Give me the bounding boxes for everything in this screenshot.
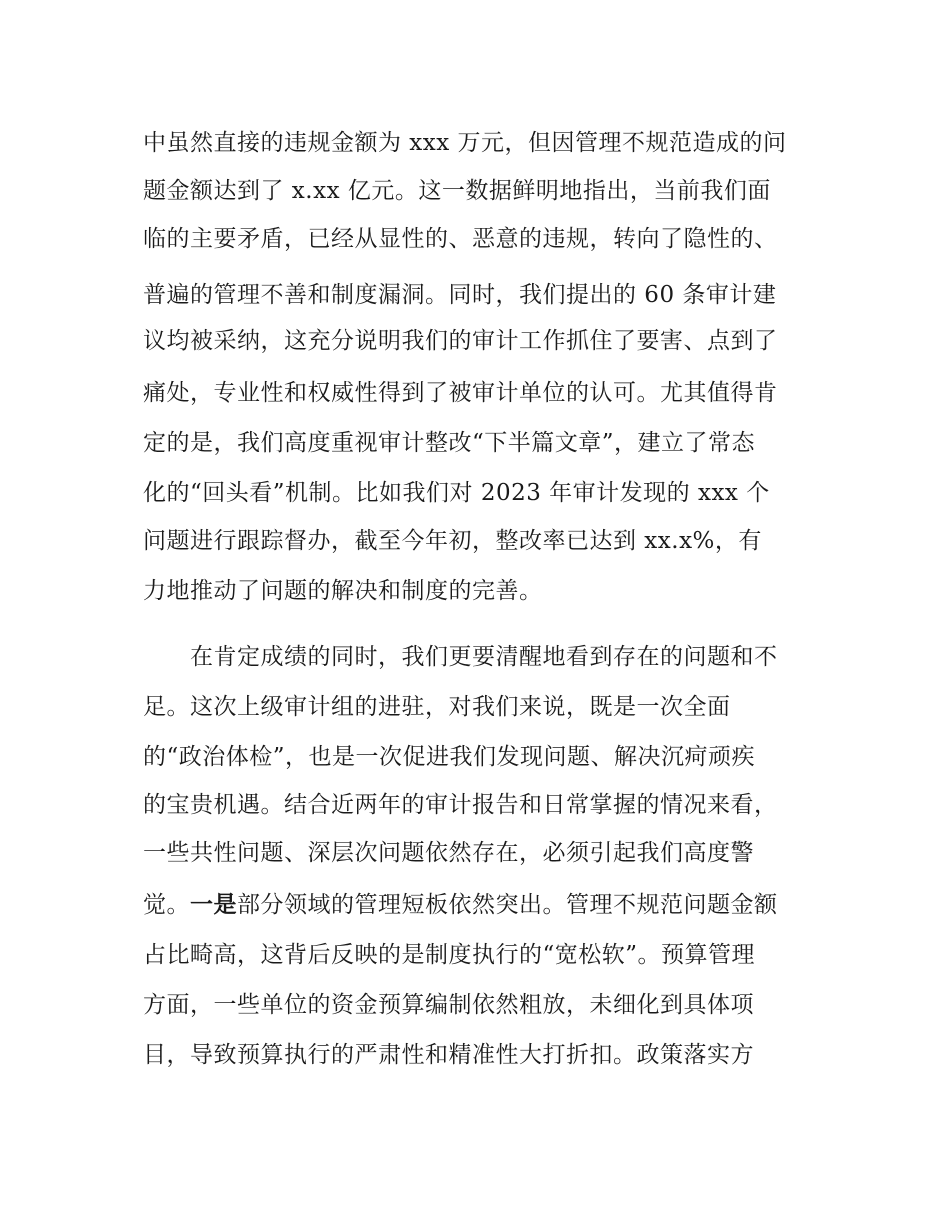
- paragraph-1-line-7: 定的是，我们高度重视审计整改“下半篇文章”，建立了常态: [143, 430, 756, 456]
- paragraph-2-line-8: 方面，一些单位的资金预算编制依然粗放，未细化到具体项: [143, 992, 754, 1018]
- paragraph-1-line-3: 临的主要矛盾，已经从显性的、恶意的违规，转向了隐性的、: [143, 226, 778, 252]
- paragraph-1-line-8: 化的“回头看”机制。比如我们对 2023 年审计发现的 xxx 个: [143, 480, 770, 506]
- paragraph-1-line-4: 普遍的管理不善和制度漏洞。同时，我们提出的 60 条审计建: [143, 282, 777, 308]
- paragraph-2-line-1: 在肯定成绩的同时，我们更要清醒地看到存在的问题和不: [143, 644, 778, 670]
- paragraph-1-line-5: 议均被采纳，这充分说明我们的审计工作抓住了要害、点到了: [143, 328, 778, 354]
- paragraph-2-line-3: 的“政治体检”，也是一次促进我们发现问题、解决沉疴顽疾: [143, 744, 756, 770]
- paragraph-1-line-10: 力地推动了问题的解决和制度的完善。: [143, 578, 543, 604]
- paragraph-1-line-1: 中虽然直接的违规金额为 xxx 万元，但因管理不规范造成的问: [143, 130, 787, 156]
- point-one-label: 一是: [190, 892, 237, 918]
- paragraph-1-line-6: 痛处，专业性和权威性得到了被审计单位的认可。尤其值得肯: [143, 380, 778, 406]
- paragraph-1-line-2: 题金额达到了 x.xx 亿元。这一数据鲜明地指出，当前我们面: [143, 178, 771, 204]
- paragraph-2-line-7: 占比畸高，这背后反映的是制度执行的“宽松软”。预算管理: [143, 942, 756, 968]
- paragraph-2-line-5: 一些共性问题、深层次问题依然存在，必须引起我们高度警: [143, 840, 754, 866]
- line-6-trailing-text: 部分领域的管理短板依然突出。管理不规范问题金额: [237, 892, 778, 918]
- paragraph-2-line-4: 的宝贵机遇。结合近两年的审计报告和日常掌握的情况来看，: [143, 792, 778, 818]
- paragraph-2-line-6: [143, 890, 778, 920]
- line-6-lead-text: 觉。: [143, 892, 190, 918]
- paragraph-2-line-9: 目，导致预算执行的严肃性和精准性大打折扣。政策落实方: [143, 1042, 754, 1068]
- paragraph-2-line-2: 足。这次上级审计组的进驻，对我们来说，既是一次全面: [143, 694, 731, 720]
- paragraph-1-line-9: 问题进行跟踪督办，截至今年初，整改率已达到 xx.x%，有: [143, 528, 762, 554]
